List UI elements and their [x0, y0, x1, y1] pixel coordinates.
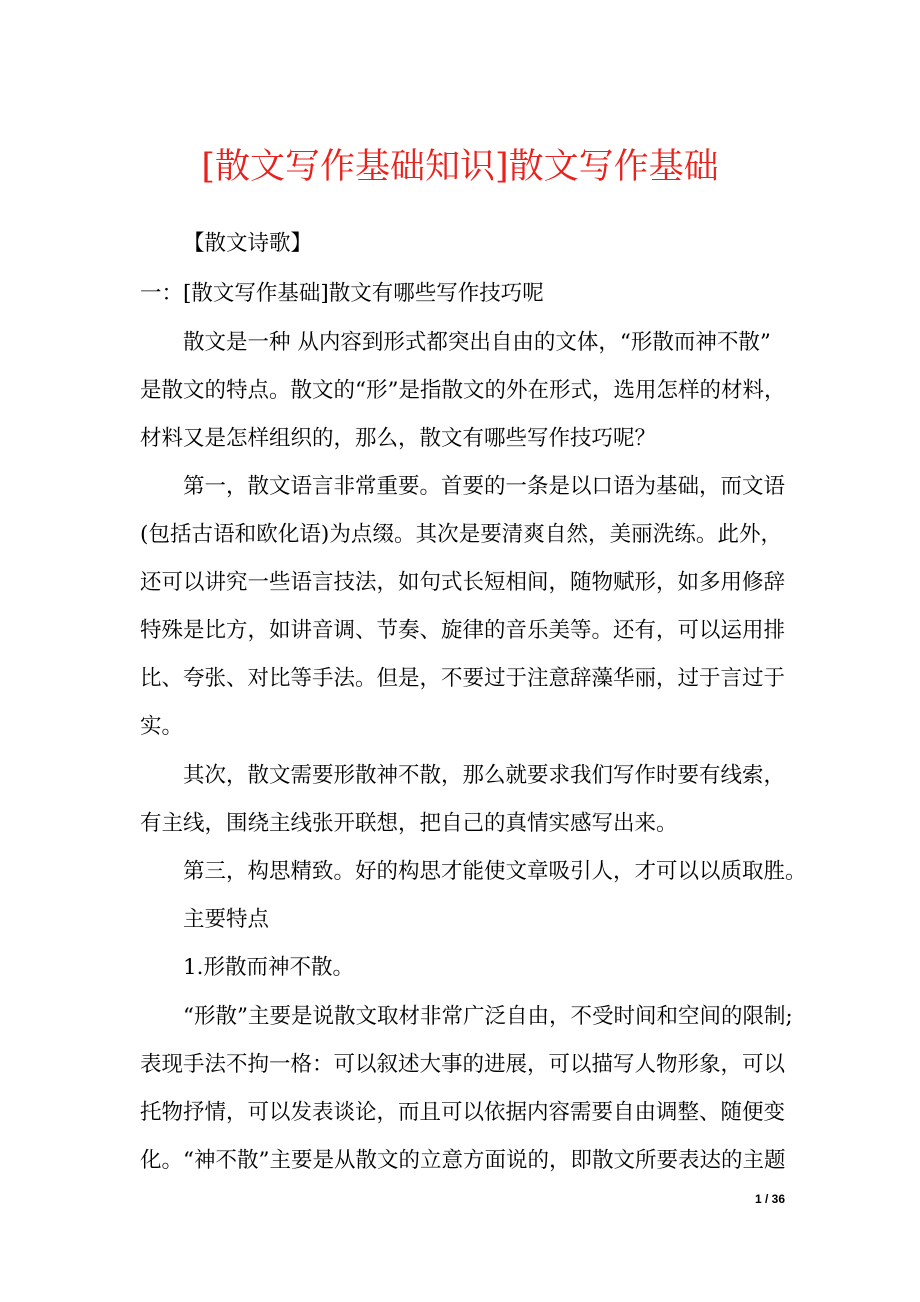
page-number: 1 / 36	[754, 1192, 786, 1206]
paragraph-line: 第三，构思精致。好的构思才能使文章吸引人，才可以以质取胜。	[183, 859, 807, 884]
list-item: 1.形散而神不散。	[183, 955, 355, 980]
paragraph-line: 化。“神不散”主要是从散文的立意方面说的，即散文所要表达的主题	[140, 1148, 786, 1173]
paragraph-line: 托物抒情，可以发表谈论，而且可以依据内容需要自由调整、随便变	[140, 1100, 786, 1125]
paragraph-line: 还可以讲究一些语言技法，如句式长短相间，随物赋形，如多用修辞	[140, 570, 786, 595]
section-tag: 【散文诗歌】	[183, 231, 313, 256]
section-heading: 一：[散文写作基础]散文有哪些写作技巧呢	[140, 281, 544, 306]
paragraph-line: (包括古语和欧化语)为点缀。其次是要清爽自然，美丽洗练。此外，	[140, 522, 782, 547]
subheading: 主要特点	[183, 907, 270, 932]
paragraph-line: 第一，散文语言非常重要。首要的一条是以口语为基础，而文语	[183, 474, 786, 499]
paragraph-line: 材料又是怎样组织的，那么，散文有哪些写作技巧呢？	[140, 426, 657, 451]
paragraph-line: 特殊是比方，如讲音调、节奏、旋律的音乐美等。还有，可以运用排	[140, 618, 786, 643]
paragraph-line: 实。	[140, 714, 184, 739]
paragraph-line: “形散”主要是说散文取材非常广泛自由，不受时间和空间的限制;	[183, 1004, 793, 1029]
document-title: [散文写作基础知识]散文写作基础	[201, 147, 719, 187]
paragraph-line: 比、夸张、对比等手法。但是，不要过于注意辞藻华丽，过于言过于	[140, 666, 786, 691]
paragraph-line: 有主线，围绕主线张开联想，把自己的真情实感写出来。	[140, 811, 678, 836]
paragraph-line: 散文是一种 从内容到形式都突出自由的文体，“形散而神不散”	[183, 330, 771, 355]
paragraph-line: 是散文的特点。散文的“形”是指散文的外在形式，选用怎样的材料，	[140, 378, 786, 403]
paragraph-line: 表现手法不拘一格：可以叙述大事的进展，可以描写人物形象，可以	[140, 1052, 786, 1077]
paragraph-line: 其次，散文需要形散神不散，那么就要求我们写作时要有线索，	[183, 763, 786, 788]
